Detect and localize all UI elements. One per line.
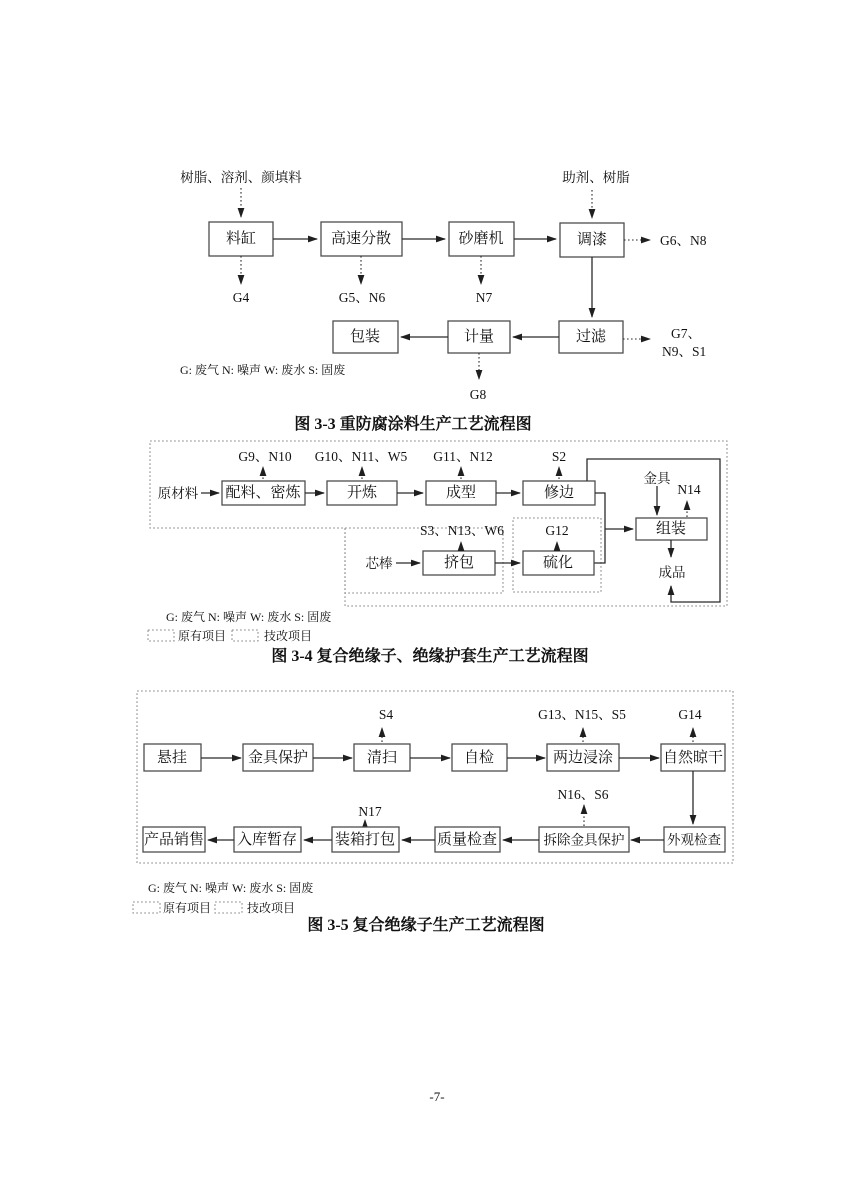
fig34-em-2: G10、N11、W5 bbox=[314, 449, 408, 464]
fig33-em-g8: G8 bbox=[469, 387, 487, 402]
fig34-box-trimming-label: 修边 bbox=[543, 485, 575, 501]
fig35-em-g14: G14 bbox=[678, 707, 702, 722]
fig34-box-molding-label: 成型 bbox=[445, 485, 477, 501]
fig34-legend-renovation-swatch bbox=[232, 630, 258, 641]
fig35-legend-renovation-swatch bbox=[215, 902, 242, 913]
fig34-em-6: G12 bbox=[545, 523, 569, 538]
fig35-box-air-drying-label: 自然晾干 bbox=[662, 750, 724, 766]
fig33-box-filtering-label: 过滤 bbox=[575, 329, 607, 345]
fig34-legend-renovation-label: 技改项目 bbox=[264, 629, 313, 643]
fig35-em-n17: N17 bbox=[358, 804, 382, 819]
fig33-em-g5n6: G5、N6 bbox=[338, 290, 386, 305]
fig33-input-right-label: 助剂、树脂 bbox=[562, 170, 630, 185]
figure-3-5 bbox=[133, 691, 733, 934]
fig35-box-dip-coating-label: 两边浸涂 bbox=[552, 750, 614, 766]
fig34-em-7: N14 bbox=[677, 482, 701, 497]
fig33-em-g4: G4 bbox=[232, 290, 250, 305]
fig34-em-4: S2 bbox=[551, 449, 567, 464]
fig34-em-3: G11、N12 bbox=[433, 449, 493, 464]
fig35-box-hanging-label: 悬挂 bbox=[156, 750, 188, 766]
fig34-fitting-label: 金具 bbox=[643, 471, 671, 486]
fig34-product-label: 成品 bbox=[658, 565, 686, 580]
fig34-box-vulcanization-label: 硫化 bbox=[542, 555, 574, 571]
fig33-box-dispersion-label: 高速分散 bbox=[330, 231, 392, 247]
fig35-box-self-check-label: 自检 bbox=[463, 750, 495, 766]
fig34-raw-material-label: 原材料 bbox=[157, 486, 199, 501]
figure-3-4 bbox=[148, 441, 727, 665]
page-number: -7- bbox=[429, 1089, 445, 1104]
fig34-legend: G: 废气 N: 噪声 W: 废水 S: 固废 bbox=[166, 610, 332, 624]
fig33-em-g7: G7、 bbox=[671, 326, 701, 341]
fig34-em-5: S3、N13、W6 bbox=[420, 523, 504, 538]
fig35-legend-existing-swatch bbox=[133, 902, 160, 913]
fig35-em-s4: S4 bbox=[378, 707, 394, 722]
fig33-caption: 图 3-3 重防腐涂料生产工艺流程图 bbox=[294, 416, 532, 433]
fig34-merge-line bbox=[594, 493, 605, 563]
fig34-box-open-milling-label: 开炼 bbox=[346, 485, 378, 501]
fig35-box-visual-inspection-label: 外观检查 bbox=[667, 832, 721, 848]
fig35-legend: G: 废气 N: 噪声 W: 废水 S: 固废 bbox=[148, 881, 314, 895]
fig33-box-paint-mixing-label: 调漆 bbox=[576, 232, 608, 248]
fig34-legend-existing-label: 原有项目 bbox=[178, 629, 227, 643]
fig34-box-extrusion-label: 挤包 bbox=[443, 555, 475, 571]
fig33-em-n9s1: N9、S1 bbox=[662, 344, 707, 359]
fig34-legend-existing-swatch bbox=[148, 630, 174, 641]
fig35-box-sales-label: 产品销售 bbox=[143, 832, 205, 848]
fig35-legend-renovation-label: 技改项目 bbox=[247, 901, 296, 915]
fig33-box-material-tank-label: 料缸 bbox=[225, 231, 257, 247]
fig34-caption: 图 3-4 复合绝缘子、绝缘护套生产工艺流程图 bbox=[271, 648, 589, 665]
fig35-box-fitting-protection-label: 金具保护 bbox=[247, 750, 309, 766]
fig33-box-sand-mill-label: 砂磨机 bbox=[458, 231, 504, 247]
fig34-box-assembly-label: 组装 bbox=[655, 521, 687, 537]
fig35-legend-existing-label: 原有项目 bbox=[163, 901, 212, 915]
fig33-em-n7: N7 bbox=[475, 290, 493, 305]
fig34-em-1: G9、N10 bbox=[238, 449, 292, 464]
fig33-em-g6n8: G6、N8 bbox=[660, 233, 707, 248]
fig33-input-left-label: 树脂、溶剂、颜填料 bbox=[180, 170, 302, 185]
fig33-box-packaging-label: 包装 bbox=[349, 329, 381, 345]
fig33-box-metering-label: 计量 bbox=[463, 329, 495, 345]
fig35-em-n16s6: N16、S6 bbox=[557, 787, 609, 802]
fig35-em-g13n15s5: G13、N15、S5 bbox=[538, 707, 626, 722]
fig35-box-cleaning-label: 清扫 bbox=[366, 750, 398, 766]
fig35-box-packing-label: 装箱打包 bbox=[334, 832, 396, 848]
fig35-box-remove-protection-label: 拆除金具保护 bbox=[543, 832, 625, 848]
figure-3-3 bbox=[180, 169, 707, 433]
fig35-box-warehousing-label: 入库暂存 bbox=[236, 832, 298, 848]
fig35-caption: 图 3-5 复合绝缘子生产工艺流程图 bbox=[307, 917, 545, 934]
fig34-box-batching-label: 配料、密炼 bbox=[225, 485, 301, 501]
fig35-box-quality-check-label: 质量检查 bbox=[436, 832, 498, 848]
fig33-legend: G: 废气 N: 噪声 W: 废水 S: 固废 bbox=[180, 363, 346, 377]
fig34-core-rod-label: 芯棒 bbox=[365, 556, 393, 571]
